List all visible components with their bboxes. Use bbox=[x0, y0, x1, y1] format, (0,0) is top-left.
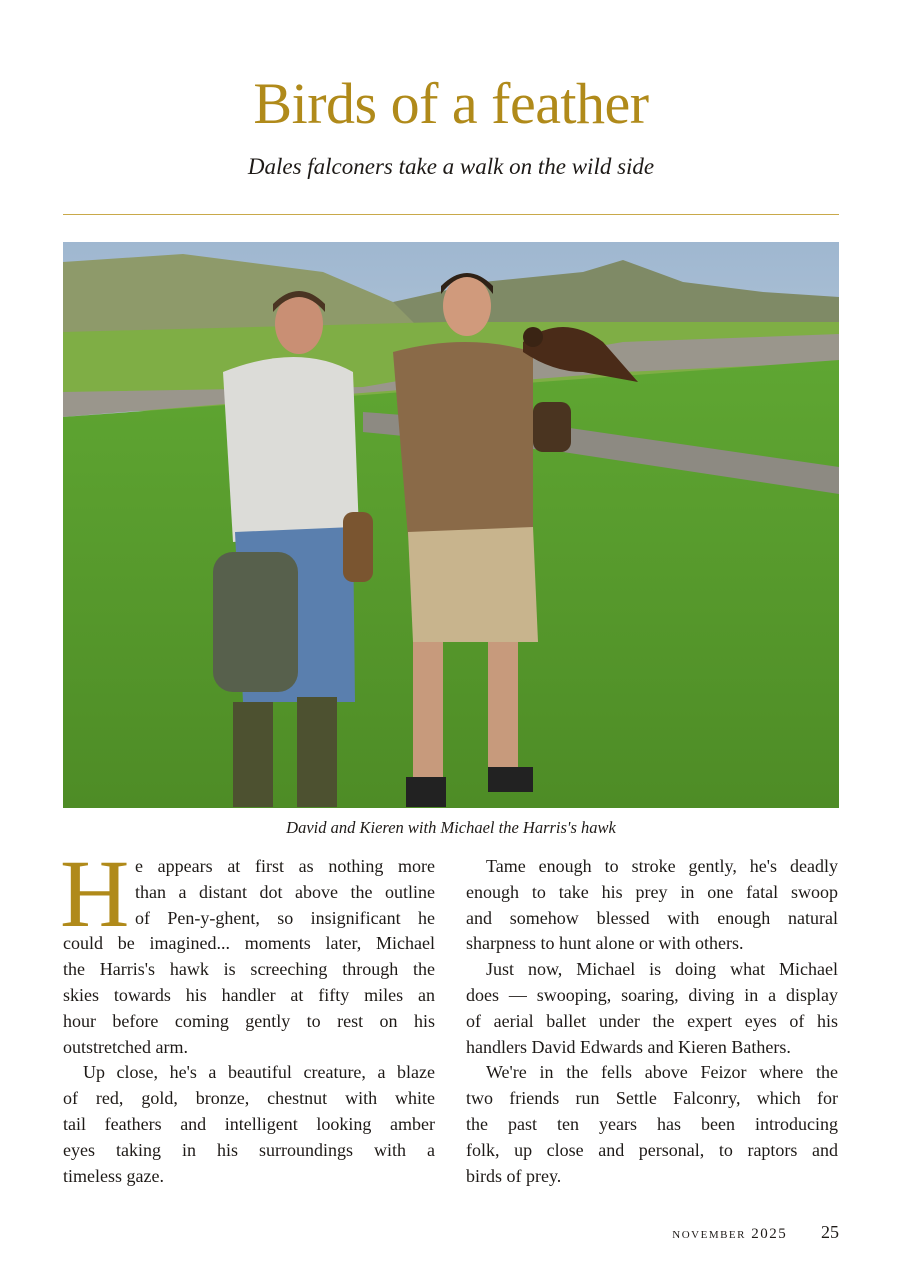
paragraph-line: hour before coming gently to rest on his bbox=[63, 1010, 435, 1031]
paragraph-line: handlers David Edwards and Kieren Bathers. bbox=[466, 1036, 791, 1057]
drop-cap: H bbox=[60, 840, 130, 947]
paragraph-line: and somehow blessed with enough natural bbox=[466, 907, 838, 928]
paragraph-line: enough to take his prey in one fatal swoop bbox=[466, 881, 838, 902]
paragraph-line: tail feathers and intelligent looking amber bbox=[63, 1113, 435, 1134]
paragraph-line: does — swooping, soaring, diving in a display bbox=[466, 984, 838, 1005]
article-subtitle: Dales falconers take a walk on the wild side bbox=[247, 154, 655, 179]
paragraph-line: Just now, Michael is doing what Michael bbox=[486, 959, 838, 980]
paragraph-line: Tame enough to stroke gently, he's deadly bbox=[486, 856, 838, 876]
paragraph-line: two friends run Settle Falconry, which for bbox=[466, 1088, 838, 1109]
paragraph-line: skies towards his handler at fifty miles an bbox=[63, 984, 435, 1005]
paragraph-line: sharpness to hunt alone or with others. bbox=[466, 933, 744, 954]
page-footer bbox=[672, 1222, 839, 1243]
paragraph-line: outstretched arm. bbox=[63, 1036, 188, 1057]
article-photo bbox=[63, 242, 839, 808]
title-divider bbox=[63, 214, 839, 215]
paragraph-line: the past ten years has been introducing bbox=[466, 1113, 838, 1134]
paragraph-line: We're in the fells above Feizor where the bbox=[486, 1062, 838, 1083]
paragraph-line: folk, up close and personal, to raptors and bbox=[466, 1139, 838, 1160]
paragraph-line: than a distant dot above the outline bbox=[135, 881, 435, 902]
paragraph-line: Up close, he's a beautiful creature, a blaze bbox=[83, 1062, 435, 1083]
article-column-left bbox=[60, 840, 435, 1189]
paragraph-line: e appears at first as nothing more bbox=[135, 856, 435, 876]
page-number: 25 bbox=[821, 1222, 839, 1242]
paragraph-line: could be imagined... moments later, Michael bbox=[63, 933, 435, 954]
paragraph-line: of red, gold, bronze, chestnut with white bbox=[63, 1088, 435, 1109]
paragraph-line: the Harris's hawk is screeching through the bbox=[63, 959, 435, 980]
paragraph-line: of Pen-y-ghent, so insignificant he bbox=[135, 907, 435, 928]
article-title: Birds of a feather bbox=[253, 71, 649, 136]
article-column-right bbox=[466, 854, 838, 1189]
paragraph-line: timeless gaze. bbox=[63, 1165, 164, 1186]
photo-caption: David and Kieren with Michael the Harris's hawk bbox=[286, 818, 616, 837]
issue-date: november 2025 bbox=[672, 1226, 788, 1242]
paragraph-line: of aerial ballet under the expert eyes of his bbox=[466, 1010, 838, 1031]
paragraph-line: eyes taking in his surroundings with a bbox=[63, 1139, 435, 1160]
paragraph-line: birds of prey. bbox=[466, 1165, 562, 1186]
